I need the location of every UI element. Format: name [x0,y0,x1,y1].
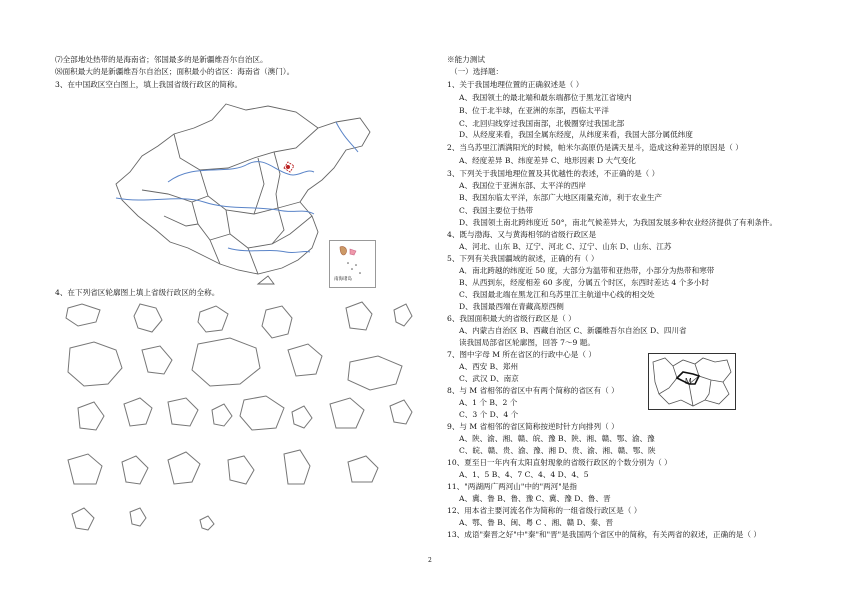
province-outline [284,450,310,484]
province-outline [168,452,200,484]
section-title: ※能力测试 [447,55,485,64]
option-line: D、从经度来看，我国全属东经度，从纬度来看，我国大部分属低纬度 [459,130,693,139]
province-outline [168,398,198,426]
province-outline [394,304,412,326]
question-3: 3、在中国政区空白图上，填上我国省级行政区的简称。 [55,80,243,89]
option-line: C、武汉 D、南京 [459,374,519,383]
note-line-8: ⑻面积最大的是新疆维吾尔自治区；面积最小的省区：海南省（澳门）。 [55,67,295,76]
province-outline [200,516,214,530]
option-line: B、从西到东，经度相差 60 多度，分属五个时区，东西时差达 4 个多小时 [459,278,709,287]
province-outline [78,402,104,430]
option-line: C、3 个 D、4 个 [459,410,519,419]
province-outline [134,304,162,332]
option-line: A、1、5 B、4、7 C、4、4 D、4、5 [459,470,589,479]
question-line: 4、既与渤海、又与黄海相邻的省级行政区是 [447,230,597,239]
option-line: C、北回归线穿过我国南部，北极圈穿过我国北部 [459,119,625,128]
province-outline [72,508,94,530]
option-line: D、我国领土南北跨纬度近 50°，南北气候差异大，为我国发展多种农业经济提供了有利条件。 [459,218,778,227]
province-outline [288,344,322,376]
page-number: 2 [428,557,432,564]
option-line: A、鄂、鲁 B、闽、粤 C 、湘、赣 D、秦、晋 [459,518,614,527]
question-line: 2、当乌苏里江洒满阳光的时候，帕米尔高原仍是满天星斗，造成这种差异的原因是（ ） [447,143,743,152]
province-outline [348,456,378,482]
option-line: A、1 个 B、2 个 [459,398,518,407]
province-outline [198,306,228,332]
question-line: 7、图中字母 M 所在省区的行政中心是（ ） [447,350,596,359]
question-line: 10、夏至日一年内有太阳直射现象的省级行政区的个数分别为（ ） [447,458,672,467]
province-outline [330,398,364,428]
option-line: A、河北、山东 B、辽宁、河北 C、辽宁、山东 D、山东、江苏 [459,242,672,251]
option-line: B、位于北半球，在亚洲的东部，西临太平洋 [459,106,609,115]
province-outline [66,304,100,326]
option-line: A．南北跨越的纬度近 50 度，大部分为温带和亚热带，小部分为热带和寒带 [459,266,715,275]
option-line: A、我国领土的最北端和最东端都位于黑龙江省境内 [459,93,632,102]
question-line: 6、我国面积最大的省级行政区是（ ） [447,314,576,323]
question-line: 5、下列有关我国疆域的叙述，正确的有（ ） [447,254,599,263]
province-outline [124,398,152,426]
province-outline [262,306,292,338]
reading-instruction: 读我国局部省区轮廓图，回答 7～9 题。 [459,338,595,347]
question-line: 8、与 M 省相邻的省区中有两个简称的省区有（ ） [447,386,619,395]
m-province-map [648,353,736,410]
question-line: 13、成语"秦晋之好"中"秦"和"晋"是我国两个省区中的简称，有关两省的叙述，正确的是（ ） [447,530,761,539]
question-line: 1、关于我国地理位置的正确叙述是（ ） [447,80,584,89]
province-outline [212,404,232,426]
option-line: C、我国最北端在黑龙江和乌苏里江主航道中心线的相交处 [459,290,655,299]
option-line: B、我国东临太平洋，东部广大地区雨量充沛，利于农业生产 [459,193,663,202]
province-outline [348,356,402,390]
option-line: A、冀、鲁 B、鲁、豫 C、冀、豫 D、鲁、晋 [459,494,611,503]
option-line: A、陕、渝、湘、赣、皖、豫 B、陕、湘、赣、鄂、渝、豫 [459,434,655,443]
province-outline [142,346,172,374]
question-line: 11、"两湖两广两河山"中的"两河"是指 [447,482,577,491]
province-outline [192,338,260,386]
province-outline [130,508,146,526]
m-label: M [685,377,692,386]
option-line: A、内蒙古自治区 B、西藏自治区 C、新疆维吾尔自治区 D、四川省 [459,326,687,335]
option-line: C、我国主要位于热带 [459,206,534,215]
question-4: 4、在下列省区轮廓图上填上省级行政区的全称。 [55,288,220,297]
option-line: A、西安 B、郑州 [459,362,519,371]
question-line: 12、用本省主要河流名作为简称的一组省级行政区是（ ） [447,506,642,515]
note-line-7: ⑺全部地处热带的是海南省；邻国最多的是新疆维吾尔自治区。 [55,55,268,64]
question-line: 3、下列关于我国地理位置及其优越性的表述，不正确的是（ ） [447,169,660,178]
province-outline [240,396,284,430]
question-line: 9、与 M 省相邻的省区简称按逆时针方向排列（ ） [447,422,619,431]
province-outline [292,406,312,428]
inset-caption: 南海诸岛 [334,277,352,282]
province-outline [390,400,412,424]
province-outlines-grid [60,300,420,540]
option-line: A、经度差异 B、纬度差异 C、地形因素 D 大气变化 [459,156,636,165]
province-outline [68,454,102,484]
province-outline [68,342,122,386]
province-outline [346,302,372,330]
option-line: D、我国最西端在青藏高原西侧 [459,302,564,311]
province-outline [228,456,254,484]
province-outline [122,456,148,484]
option-line: A、我国位于亚洲东部、太平洋的西岸 [459,181,586,190]
option-line: C、皖、赣、贵、渝、豫、湘 D、贵、渝、湘、赣、鄂、陕 [459,446,656,455]
part-title: （一）选择题： [450,67,504,76]
